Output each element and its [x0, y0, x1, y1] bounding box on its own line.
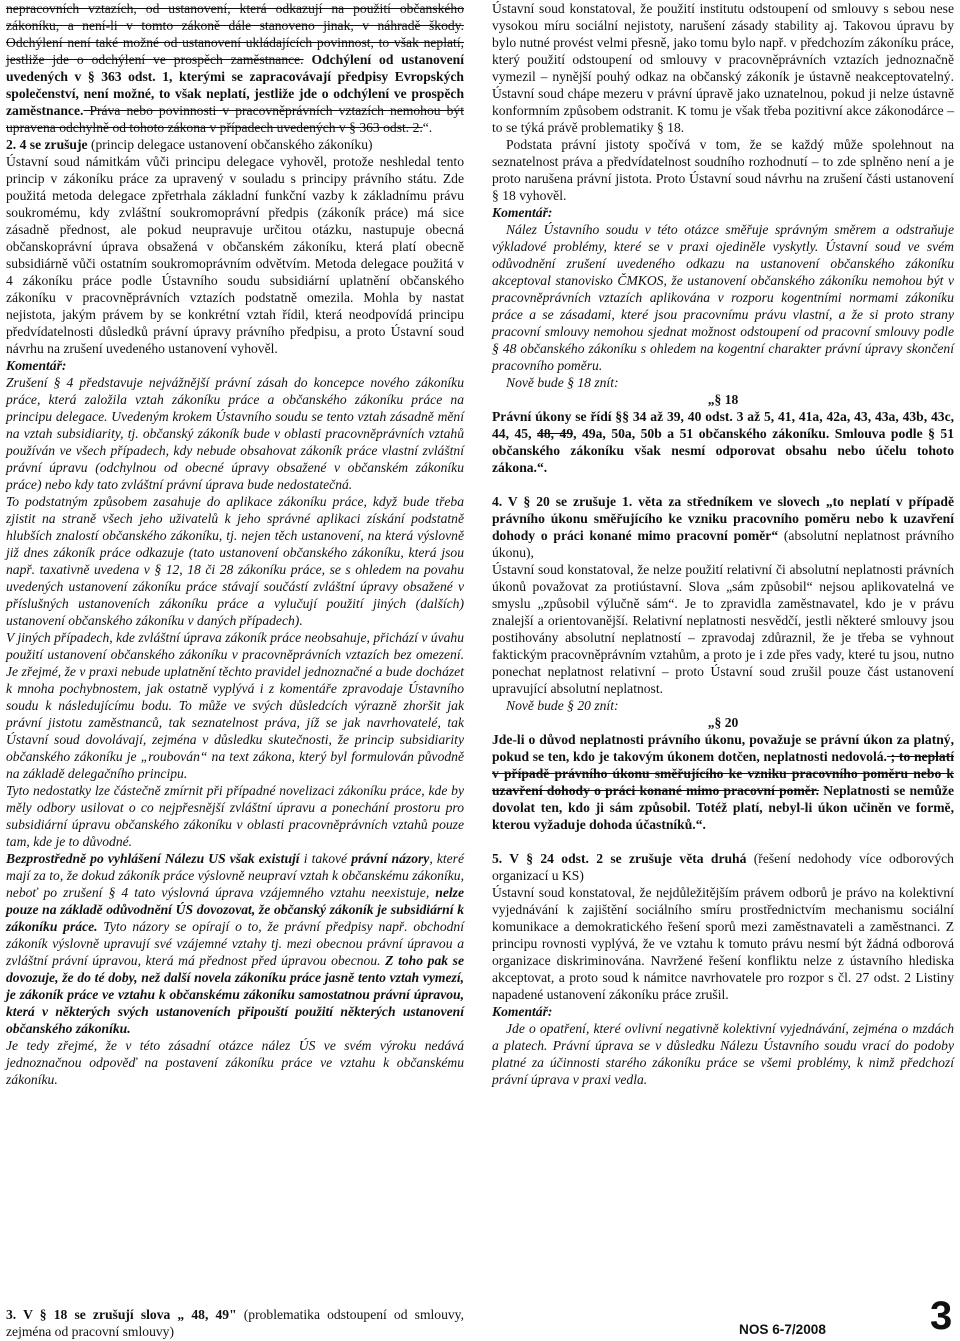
struck-text: 48, 49: [537, 426, 574, 441]
item-note: (princip delegace ustanovení občanského zákoníku): [87, 137, 373, 152]
comment-text: , které mají za to, že dokud zákoník práce výslovně neupraví vztah k občanskému zákoníku, neboť po zrušení § 4 tato výslovná úprava vzájemného vztahu neexistuje,: [6, 851, 465, 900]
comment-paragraph: Zrušení § 4 představuje nejvážnější právní zásah do koncepce nového zákoníku práce, která založila vztah zákoníku práce a občanského zákoníku práce na principu delegace. Uvedeným krokem Ústavního soudu se tento vztah zásadně mění na vztah subsidiarity, tj. občanský zákoník bude v oblasti pracovněprávních vztahů používán ve všech případech, kdy nebude obsahovat zákoník práce vlastní zvláštní právní úpravu (odchylnou od obecné úpravy obsažené v občanském zákoníku práce) nebo kdy tato zvláštní právní úprava bude nedostatečná.: [6, 375, 464, 492]
comment-paragraph: Jde o opatření, které ovlivní negativně kolektivní vyjednávání, zejména o mzdách a platech. Právní úprava se v důsledku Nálezu Ústavního soudu vrací do podoby platné za účinnosti starého zákoníku práce se všemi problémy, k nimž předchozí právní úprava v praxi vedla.: [492, 1021, 954, 1087]
spacer: [492, 833, 954, 850]
statute-text: Jde-li o důvod neplatnosti právního úkonu, považuje se právní úkon za platný, pokud se ten, kdo je takovým úkonem dotčen, neplatnosti nedovolá.: [492, 732, 954, 764]
paragraph-kolektivni-vyjednavani: Ústavní soud konstatoval, že nejdůležitějším právem odborů je právo na kolektivní vyjednávání k zajištění sociálního smíru prostřednictvím mechanismu sociální komunikace a demokratického řešení sporů mezi zaměstnavateli a zaměstnanci. Z principu rovnosti vyplývá, že ve vztahu k tomuto právu nesmí být žádná odborová organizace diskriminována. Navržené řešení konfliktu nelze z ústavního hlediska akceptovat, a proto soud k námitce navrhovatele pro rozpor s čl. 27 odst. 2 Listiny napadené ustanovení zákoníku práce zrušil.: [492, 885, 954, 1002]
struck-text: ; to neplatí v případě právního úkonu směřujícího ke vzniku pracovního poměru nebo k uzavření dohody o práci konané mimo pracovní poměr.: [492, 749, 955, 798]
item-title: 4. V § 20 se zrušuje 1. věta za středníkem ve slovech „to neplatí v případě právního úkonu směřujícího ke vzniku pracovního poměru nebo k uzavření dohody o práci konané mimo pracovní poměr“: [492, 494, 954, 543]
comment-paragraph: [6, 850, 464, 1037]
item-title: § 18 se zrušují slova „ 48, 49": [39, 1307, 237, 1322]
section-18-heading: „§ 18: [707, 392, 739, 407]
item-number: 3. V: [6, 1307, 40, 1322]
item-5-heading: [492, 850, 954, 884]
struck-text: nepracovních vztazích, od ustanovení, která odkazují na použití občanského zákoníku, a není-li v tomto zákoně dále stanoveno jinak, v náhradě škody. Odchýlení není také možné od ustanovení ukládajících povinnost, to však neplatí, jestliže jde o odchýlení ve prospěch zaměstnance.: [6, 1, 464, 67]
new-wording-intro: Nově bude § 20 znít:: [506, 698, 619, 713]
item-title: 5. V § 24 odst. 2 se zrušuje věta druhá: [492, 851, 747, 866]
item-note: (absolutní neplatnost právního úkonu),: [492, 528, 954, 560]
bold-text: Odchýlení od ustanovení uvedených v § 363 odst. 1, kterými se zapracovávají předpisy Evropských společenství, není možné, to však neplatí, jestliže jde o odchýlení ve prospěch zaměstnance.: [6, 52, 464, 118]
paragraph-pravni-jistota: Podstata právní jistoty spočívá v tom, že se každý může spolehnout na seznatelnost práva a předvídatelnost soudního rozhodnutí – to zde splněno není a je proto narušena právní jistota. Proto Ústavní soud návrhu na zrušení části ustanovení § 18 vyhověl.: [492, 137, 954, 203]
comment-label: Komentář:: [492, 205, 553, 220]
comment-paragraph: Nález Ústavního soudu v této otázce směřuje správným směrem a odstraňuje výkladové problémy, které se v praxi ojediněle vyskytly. Ústavní soud ve svém odůvodnění zrušení uvedeného odkazu na ustanovení občanského zákoníku akceptoval stanovisko ČMKOS, že ustanovení občanského zákoníku nemohou být v pracovněprávních vztazích aplikována v rozporu kogentními normami zákoníku práce a se zásadami, které jsou pracovnímu právu vlastní, a že si proto strany pracovní smlouvy nemohou sjednat možnost odstoupení od pracovní smlouvy podle § 48 občanského zákoníku s ohledem na kogentní charakter právní úpravy skončení pracovního poměru.: [492, 222, 954, 373]
comment-paragraph: V jiných případech, kde zvláštní úprava zákoník práce neobsahuje, přichází v úvahu použití ustanovení občanského zákoníku v pracovněprávních vztazích bez omezení. Je zřejmé, že v praxi nebude uplatnění těchto pravidel jednoznačné a bude docházet k mnoha pochybnostem, jak ostatně vyplývá i z komentáře zpravodaje Ústavního soudu k následujícímu bodu. To může ve svých důsledcích výrazně zhoršit jak právní jistotu zaměstnanců, tak seznatelnost práva, jíž se jak navrhovatelé, tak Ústavní soud dovolávají, zejména v důsledku skutečnosti, že princip subsidiarity občanského zákoníku je „roubován“ na text zákona, který byl formulován původně na základě delegačního principu.: [6, 630, 464, 781]
item-note: (problematika odstoupení od smlouvy, zejména od pracovní smlouvy): [6, 1307, 464, 1339]
paragraph-delegace: Ústavní soud námitkám vůči principu delegace vyhověl, protože neshledal tento princip v zákoníku práce za upravený v souladu s principy právního státu. Zde použitá metoda delegace zpřetrhala základní funkční vazby k základnímu právu soukromému, kdy zvláštní soukromoprávní předpis (zákoník práce) má sice zásadně přednost, ale pokud neupravuje určitou otázku, nastupuje obecná občanskoprávní úprava obsažená v občanském zákoníku, která platí obecně subsidiárně vůči ostatním soukromoprávním odvětvím. Metoda delegace použitá v 4 zákoníku práce podle Ústavního soudu subsidiární uplatnění občanského zákoníku v pracovněprávních vztazích podstatně omezila. Mohla by nastat nejistota, jakým právem by se konkrétní vztah řídil, která neodpovídá principu předvídatelnosti důsledků právní úpravy právního předpisu, a proto Ústavní soud návrhu na zrušení uvedeného ustanovení vyhověl.: [6, 154, 464, 356]
item-4-heading: [492, 493, 954, 561]
section-18-text: [492, 408, 954, 476]
section-20-heading: „§ 20: [707, 715, 739, 730]
statute-text: , 49a, 50a, 50b a 51 občanského zákoníku. Smlouva podle § 51 občanského zákoníku však nesmí odporovat obsahu nebo účelu tohoto zákona.“.: [492, 426, 955, 475]
emphasis-text: Bezprostředně po vyhlášení Nálezu US však existují: [6, 851, 300, 866]
emphasis-text: nelze pouze na základě odůvodnění ÚS dovozovat, že občanský zákoník je subsidiární k zákoníku práce.: [6, 885, 464, 934]
right-column: [492, 0, 954, 1088]
paragraph-neplatnost: Ústavní soud konstatoval, že nelze použití relativní či absolutní neplatnosti právních úkonů považovat za protiústavní. Slova „sám způsobil“ nejsou aplikovatelná ve smyslu „způsobil výlučně sám“. Je to zpravidla zaměstnavatel, kdo je v právu znalejší a orientovanější. Relativní neplatnosti nesvědčí, jestli některé smlouvy jsou postihovány absolutní neplatností – zpravodaj zdůraznil, že je třeba se vyhnout faktickým pracovněprávním vztahům, a proto je i zde přes vady, které tu jsou, nutno ponechat neplatnost relativní – proto Ústavní soud zrušil pouze část ustanovení upravující absolutní neplatnost.: [492, 562, 954, 696]
item-note: (řešení nedohody více odborových organizací u KS): [492, 851, 954, 883]
section-20-text: [492, 731, 954, 833]
item-2-heading: [6, 136, 464, 153]
item-number: 2.: [6, 137, 20, 152]
spacer: [492, 476, 954, 493]
struck-text: Práva nebo povinnosti v pracovněprávních vztazích nemohou být upravena odchylně od tohoto zákona v případech uvedených v § 363 odst. 2.: [6, 103, 464, 135]
page-number: 3: [930, 1294, 953, 1338]
comment-label: Komentář:: [492, 1004, 553, 1019]
paragraph-odstoupeni: Ústavní soud konstatoval, že použití institutu odstoupení od smlouvy s sebou nese vysokou míru sociální nejistoty, narušení zásady stability aj. Takovou úpravu by bylo nutné provést velmi přesně, jako tomu bylo např. v předchozím zákoníku práce, který použití odstoupení od smlouvy v pracovněprávních vztazích jednoznačně vymezil – nynější pouhý odkaz na občanský zákoník je ústavně neakceptovatelný. Ústavní soud chápe mezeru v právní úpravě jako uznatelnou, pokud ji nelze ústavně konformním způsobem odstranit. K tomu je však třeba pozitivní akce zákonodárce – to se týká právě problematiky § 18.: [492, 1, 954, 135]
comment-paragraph: Je tedy zřejmé, že v této zásadní otázce nález ÚS ve svém výroku nedává jednoznačnou odpověď na postavení zákoníku práce ve vztahu k občanskému zákoníku.: [6, 1038, 464, 1087]
magazine-issue: NOS 6-7/2008: [739, 1322, 826, 1337]
item-3-heading: [6, 1306, 464, 1340]
emphasis-text: Z toho pak se dovozuje, že do té doby, než další novela zákoníku práce jasně tento vztah vymezí, je zákoník práce ve vztahu k občanskému zákoníku samostatnou právní úpravou, která v některých svých ustanoveních připouští použití některých ustanovení občanského zákoníku.: [6, 953, 464, 1036]
comment-paragraph: Tyto nedostatky lze částečně zmírnit při případné novelizaci zákoníku práce, kde by měly odbory usilovat o co nejpřesnější zvláštní úpravu a ponechání prostoru pro subsidiární úpravu občanského zákoníku v oblasti pracovněprávních vztahů pouze tam, kde je to důvodné.: [6, 783, 464, 849]
statute-text: Neplatnosti se nemůže dovolat ten, kdo ji sám způsobil. Totéž platí, nebyl-li úkon učiněn ve formě, kterou vyžaduje dohoda účastníků.“.: [492, 783, 954, 832]
emphasis-text: právní názory: [351, 851, 430, 866]
closing-quote: “.: [422, 120, 433, 135]
comment-text: i takové: [299, 851, 352, 866]
comment-text: Tyto názory se opírají o to, že právní předpisy např. obchodní zákoník výslovně upravují své vzájemné vztahy tj. mezi obecnou právní úpravou a zvláštní právní úpravou, která má přednost před úpravou obecnou.: [6, 919, 465, 968]
item-title: 4 se zrušuje: [19, 137, 88, 152]
comment-paragraph: To podstatným způsobem zasahuje do aplikace zákoníku práce, když bude třeba zjistit na straně všech jeho uživatelů k jeho správné aplikaci získání podstatně hlubších znalostí občanského zákoníku, tj. nejen těch ustanovení, na která výslovně již dnes zákoník práce odkazuje (tato ustanovení občanského zákoníku, která jsou např. taxativně uvedena v § 12, 18 či 28 zákoníku práce, se s ohledem na povahu uvedených ustanovení zákoníku práce stávají součástí zvláštní úpravy obsažené v příslušných ustanoveních zákoníku práce a vylučují použití jiných (dalších) ustanovení občanského zákoníku v daných případech).: [6, 494, 464, 628]
statute-text: Právní úkony se řídí §§ 34 až 39, 40 odst. 3 až 5, 41, 41a, 42a, 43, 43a, 43b, 43c, 44, 45,: [492, 409, 954, 441]
paragraph-odchyleni: [6, 0, 464, 136]
left-column: [6, 0, 464, 1088]
comment-label: Komentář:: [6, 358, 67, 373]
new-wording-intro: Nově bude § 18 znít:: [506, 375, 619, 390]
